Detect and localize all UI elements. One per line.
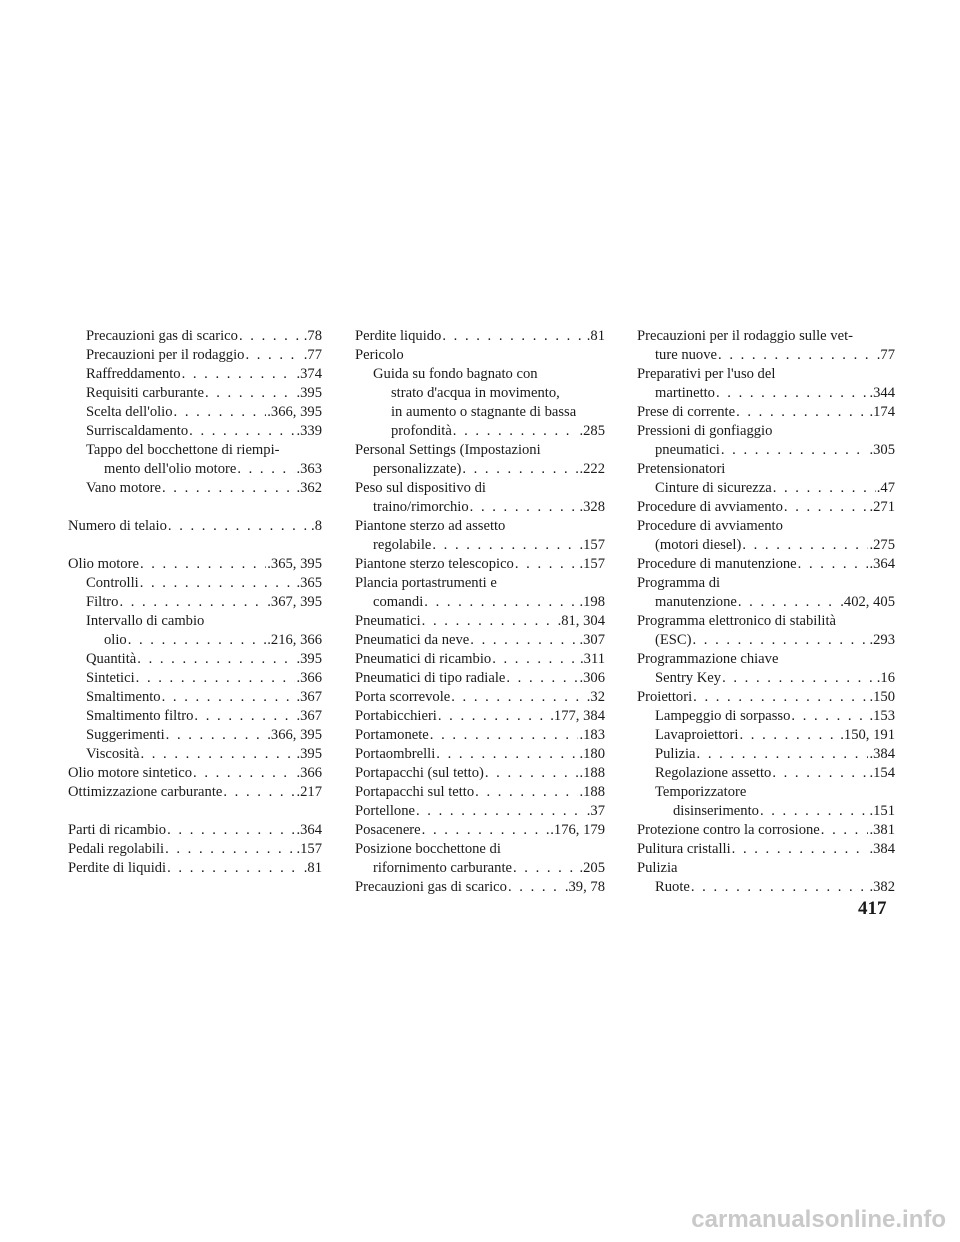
dot-leader <box>772 764 868 783</box>
entry-text: regolabile <box>373 537 432 553</box>
entry-text: olio <box>104 632 127 648</box>
index-entry <box>355 669 605 688</box>
entry-page-ref: .157 <box>579 537 605 553</box>
entry-text: (motori diesel) <box>655 537 742 553</box>
watermark-logo: carmanualsonline.info <box>691 1206 946 1233</box>
dot-leader <box>128 631 267 650</box>
entry-page-ref: .395 <box>296 385 322 401</box>
dot-leader <box>162 688 296 707</box>
dot-leader <box>430 726 579 745</box>
entry-text: Raffreddamento <box>86 366 181 382</box>
index-entry <box>68 403 322 422</box>
entry-text: Pedali regolabili <box>68 841 165 857</box>
dot-leader <box>167 859 303 878</box>
entry-page-ref: .157 <box>579 556 605 572</box>
entry-page-ref: .306 <box>579 670 605 686</box>
entry-text: Portabicchieri <box>355 708 437 724</box>
index-entry <box>355 840 605 878</box>
index-entry <box>355 441 605 479</box>
entry-page-ref: .374 <box>296 366 322 382</box>
index-entry <box>68 840 322 859</box>
index-entry <box>355 783 605 802</box>
entry-text: Quantità <box>86 651 137 667</box>
dot-leader <box>140 574 296 593</box>
entry-page-ref: .305 <box>869 442 895 458</box>
entry-text: Olio motore sintetico <box>68 765 193 781</box>
entry-page-ref: .77 <box>303 347 322 363</box>
entry-page-ref: .151 <box>869 803 895 819</box>
entry-page-ref: .293 <box>869 632 895 648</box>
index-column-2 <box>355 327 605 897</box>
dot-leader <box>205 384 296 403</box>
index-entry <box>68 517 322 536</box>
entry-text: Portapacchi (sul tetto) <box>355 765 484 781</box>
dot-leader <box>168 517 310 536</box>
index-entry <box>355 327 605 346</box>
dot-leader <box>736 403 868 422</box>
index-entry <box>68 764 322 783</box>
entry-text: mento dell'olio motore <box>104 461 237 477</box>
dot-leader <box>513 859 578 878</box>
entry-text: Precauzioni per il rodaggio <box>86 347 245 363</box>
entry-text: Preparativi per l'uso del <box>637 366 776 382</box>
dot-leader <box>140 745 295 764</box>
dot-leader <box>697 745 869 764</box>
dot-leader <box>119 593 266 612</box>
entry-text: Pressioni di gonfiaggio <box>637 423 773 439</box>
index-entry <box>637 688 895 707</box>
index-entry <box>637 783 895 821</box>
index-entry <box>68 327 322 346</box>
dot-leader <box>166 726 267 745</box>
dot-leader <box>193 764 295 783</box>
entry-text: Sintetici <box>86 670 135 686</box>
dot-leader <box>791 707 868 726</box>
index-entry <box>68 783 322 802</box>
index-entry <box>355 612 605 631</box>
entry-page-ref: .366, 395 <box>267 727 322 743</box>
entry-text: personalizzate) <box>373 461 462 477</box>
entry-text: profondità <box>391 423 452 439</box>
entry-text: Personal Settings (Impostazioni <box>355 442 541 458</box>
entry-page-ref: .217 <box>296 784 322 800</box>
index-column-3 <box>637 327 895 897</box>
dot-leader <box>692 631 868 650</box>
dot-leader <box>424 593 578 612</box>
index-entry <box>637 422 895 460</box>
entry-page-ref: .78 <box>303 328 322 344</box>
index-entry <box>68 707 322 726</box>
dot-leader <box>470 631 578 650</box>
entry-text: disinserimento <box>673 803 759 819</box>
entry-text: Precauzioni gas di scarico <box>86 328 238 344</box>
entry-page-ref: .364 <box>869 556 895 572</box>
entry-text: Procedure di manutenzione <box>637 556 797 572</box>
entry-page-ref: .153 <box>869 708 895 724</box>
index-entry <box>637 707 895 726</box>
entry-text: Pulizia <box>637 860 678 876</box>
index-entry <box>355 555 605 574</box>
index-entry <box>68 688 322 707</box>
index-entry <box>637 764 895 783</box>
dot-leader <box>194 707 295 726</box>
dot-leader <box>691 878 869 897</box>
entry-page-ref: .47 <box>876 480 895 496</box>
dot-leader <box>245 346 302 365</box>
dot-leader <box>506 669 578 688</box>
entry-text: ture nuove <box>655 347 718 363</box>
dot-leader <box>442 327 585 346</box>
entry-page-ref: .81, 304 <box>557 613 605 629</box>
dot-leader <box>174 403 267 422</box>
index-entry <box>68 650 322 669</box>
index-entry <box>355 707 605 726</box>
entry-text: Pulizia <box>655 746 696 762</box>
entry-text: manutenzione <box>655 594 737 610</box>
dot-leader <box>515 555 579 574</box>
entry-text: Sentry Key <box>655 670 722 686</box>
index-entry <box>68 574 322 593</box>
entry-page-ref: .366 <box>296 765 322 781</box>
dot-leader <box>742 536 868 555</box>
index-entry <box>68 593 322 612</box>
entry-text: traino/rimorchio <box>373 499 469 515</box>
dot-leader <box>470 498 579 517</box>
entry-text: Lavaproiettori <box>655 727 739 743</box>
entry-page-ref: .366, 395 <box>267 404 322 420</box>
entry-text: Cinture di sicurezza <box>655 480 772 496</box>
index-entry <box>68 441 322 479</box>
index-entry <box>637 460 895 479</box>
entry-text: Pretensionatori <box>637 461 726 477</box>
entry-text: Peso sul dispositivo di <box>355 480 486 496</box>
dot-leader <box>422 821 550 840</box>
index-gap <box>68 536 322 555</box>
entry-page-ref: .364 <box>296 822 322 838</box>
dot-leader <box>721 441 869 460</box>
dot-leader <box>739 726 839 745</box>
entry-page-ref: .176, 179 <box>550 822 605 838</box>
entry-text: Prese di corrente <box>637 404 736 420</box>
entry-page-ref: .8 <box>311 518 322 534</box>
entry-text: Filtro <box>86 594 119 610</box>
index-entry <box>637 612 895 650</box>
entry-text: Smaltimento filtro <box>86 708 194 724</box>
entry-text: Suggerimenti <box>86 727 165 743</box>
entry-page-ref: .365, 395 <box>267 556 322 572</box>
dot-leader <box>167 821 295 840</box>
index-entry <box>355 878 605 897</box>
dot-leader <box>462 460 578 479</box>
index-entry <box>68 422 322 441</box>
dot-leader <box>165 840 295 859</box>
entry-text: Porta scorrevole <box>355 689 451 705</box>
entry-text: rifornimento carburante <box>373 860 512 876</box>
dot-leader <box>718 346 876 365</box>
entry-text: Protezione contro la corrosione <box>637 822 820 838</box>
entry-text: Scelta dell'olio <box>86 404 173 420</box>
dot-leader <box>432 536 578 555</box>
index-entry <box>637 327 895 365</box>
entry-page-ref: .307 <box>579 632 605 648</box>
entry-text: Pneumatici da neve <box>355 632 470 648</box>
dot-leader <box>237 460 295 479</box>
dot-leader <box>784 498 869 517</box>
entry-page-ref: .188 <box>579 765 605 781</box>
dot-leader <box>821 821 869 840</box>
entry-page-ref: .150 <box>869 689 895 705</box>
entry-text: Requisiti carburante <box>86 385 204 401</box>
dot-leader <box>140 555 266 574</box>
entry-page-ref: .275 <box>869 537 895 553</box>
entry-text: Programma di <box>637 575 721 591</box>
dot-leader <box>223 783 295 802</box>
entry-page-ref: .150, 191 <box>840 727 895 743</box>
entry-text: Posizione bocchettone di <box>355 841 501 857</box>
index-entry <box>637 878 895 897</box>
index-entry <box>637 479 895 498</box>
index-column-1 <box>68 327 322 878</box>
entry-text: Ruote <box>655 879 690 895</box>
index-entry <box>68 365 322 384</box>
entry-page-ref: .81 <box>303 860 322 876</box>
index-entry <box>355 479 605 517</box>
entry-text: Numero di telaio <box>68 518 167 534</box>
dot-leader <box>738 593 839 612</box>
entry-text: Perdite liquido <box>355 328 442 344</box>
entry-text: Smaltimento <box>86 689 161 705</box>
entry-text: Procedure di avviamento <box>637 518 783 534</box>
index-entry <box>637 745 895 764</box>
dot-leader <box>693 688 868 707</box>
entry-page-ref: .37 <box>586 803 605 819</box>
index-entry <box>637 365 895 403</box>
dot-leader <box>422 612 557 631</box>
index-entry <box>355 365 605 441</box>
index-entry <box>355 631 605 650</box>
entry-page-ref: .366 <box>296 670 322 686</box>
dot-leader <box>773 479 876 498</box>
entry-page-ref: .16 <box>876 670 895 686</box>
dot-leader <box>475 783 578 802</box>
index-entry <box>637 498 895 517</box>
index-entry <box>355 574 605 612</box>
dot-leader <box>438 707 549 726</box>
entry-page-ref: .32 <box>586 689 605 705</box>
dot-leader <box>162 479 295 498</box>
entry-text: Pneumatici <box>355 613 421 629</box>
entry-text: (ESC) <box>655 632 692 648</box>
entry-page-ref: .363 <box>296 461 322 477</box>
entry-page-ref: .180 <box>579 746 605 762</box>
index-entry <box>637 821 895 840</box>
entry-page-ref: .362 <box>296 480 322 496</box>
entry-text: Controlli <box>86 575 139 591</box>
dot-leader <box>716 384 868 403</box>
entry-page-ref: .365 <box>296 575 322 591</box>
dot-leader <box>485 764 579 783</box>
index-entry <box>637 859 895 878</box>
entry-page-ref: .77 <box>876 347 895 363</box>
entry-page-ref: .395 <box>296 746 322 762</box>
index-entry <box>355 745 605 764</box>
entry-page-ref: .339 <box>296 423 322 439</box>
index-entry <box>637 403 895 422</box>
entry-text: Regolazione assetto <box>655 765 772 781</box>
entry-text: Vano motore <box>86 480 161 496</box>
entry-page-ref: .381 <box>869 822 895 838</box>
index-entry <box>68 821 322 840</box>
entry-text: Guida su fondo bagnato con <box>373 366 538 382</box>
index-entry <box>637 517 895 555</box>
dot-leader <box>453 422 579 441</box>
index-entry <box>355 346 605 365</box>
entry-text: Programmazione chiave <box>637 651 779 667</box>
entry-text: Olio motore <box>68 556 139 572</box>
entry-text: pneumatici <box>655 442 720 458</box>
entry-page-ref: .384 <box>869 841 895 857</box>
index-gap <box>68 802 322 821</box>
entry-page-ref: .367 <box>296 708 322 724</box>
entry-page-ref: .183 <box>579 727 605 743</box>
index-entry <box>637 650 895 688</box>
entry-page-ref: .271 <box>869 499 895 515</box>
entry-text: Pneumatici di ricambio <box>355 651 492 667</box>
dot-leader <box>189 422 295 441</box>
entry-page-ref: .81 <box>586 328 605 344</box>
entry-page-ref: .367 <box>296 689 322 705</box>
entry-page-ref: .188 <box>579 784 605 800</box>
dot-leader <box>239 327 303 346</box>
dot-leader <box>798 555 869 574</box>
entry-text: Perdite di liquidi <box>68 860 167 876</box>
index-entry <box>637 555 895 574</box>
dot-leader <box>136 669 296 688</box>
entry-text: Viscosità <box>86 746 140 762</box>
entry-text: Parti di ricambio <box>68 822 167 838</box>
entry-text: Temporizzatore <box>655 784 747 800</box>
entry-text: Piantone sterzo ad assetto <box>355 518 506 534</box>
dot-leader <box>436 745 578 764</box>
entry-text: Pericolo <box>355 347 404 363</box>
index-entry <box>68 726 322 745</box>
entry-page-ref: .222 <box>579 461 605 477</box>
entry-page-ref: .328 <box>579 499 605 515</box>
index-entry <box>68 384 322 403</box>
entry-page-ref: .344 <box>869 385 895 401</box>
page-number: 417 <box>858 898 887 919</box>
index-entry <box>68 669 322 688</box>
entry-page-ref: .285 <box>579 423 605 439</box>
entry-text: Tappo del bocchettone di riempi- <box>86 442 280 458</box>
entry-text: Portamonete <box>355 727 429 743</box>
entry-text: Portaombrelli <box>355 746 436 762</box>
entry-page-ref: .395 <box>296 651 322 667</box>
dot-leader <box>732 840 869 859</box>
index-entry <box>68 859 322 878</box>
entry-page-ref: .177, 384 <box>550 708 605 724</box>
entry-page-ref: .216, 366 <box>267 632 322 648</box>
dot-leader <box>451 688 586 707</box>
entry-text: strato d'acqua in movimento, <box>391 385 560 401</box>
entry-page-ref: .382 <box>869 879 895 895</box>
entry-text: Posacenere <box>355 822 421 838</box>
entry-text: Lampeggio di sorpasso <box>655 708 791 724</box>
entry-text: Pulitura cristalli <box>637 841 731 857</box>
index-entry <box>355 802 605 821</box>
dot-leader <box>508 878 564 897</box>
dot-leader <box>492 650 579 669</box>
entry-text: martinetto <box>655 385 715 401</box>
dot-leader <box>416 802 586 821</box>
entry-page-ref: .154 <box>869 765 895 781</box>
entry-page-ref: .384 <box>869 746 895 762</box>
entry-page-ref: .39, 78 <box>564 879 605 895</box>
index-entry <box>68 479 322 498</box>
entry-text: Plancia portastrumenti e <box>355 575 497 591</box>
entry-text: in aumento o stagnante di bassa <box>391 404 577 420</box>
entry-text: Pneumatici di tipo radiale <box>355 670 506 686</box>
dot-leader <box>722 669 876 688</box>
dot-leader <box>760 802 869 821</box>
index-entry <box>637 726 895 745</box>
entry-text: Piantone sterzo telescopico <box>355 556 514 572</box>
index-entry <box>355 517 605 555</box>
entry-text: comandi <box>373 594 424 610</box>
entry-page-ref: .174 <box>869 404 895 420</box>
index-entry <box>637 574 895 612</box>
dot-leader <box>137 650 295 669</box>
entry-text: Ottimizzazione carburante <box>68 784 223 800</box>
entry-text: Intervallo di cambio <box>86 613 205 629</box>
index-entry <box>355 688 605 707</box>
index-entry <box>68 612 322 650</box>
entry-text: Portellone <box>355 803 415 819</box>
entry-text: Programma elettronico di stabilità <box>637 613 836 629</box>
index-entry <box>355 726 605 745</box>
entry-page-ref: .367, 395 <box>267 594 322 610</box>
entry-text: Procedure di avviamento <box>637 499 783 515</box>
index-gap <box>68 498 322 517</box>
entry-page-ref: .205 <box>579 860 605 876</box>
dot-leader <box>182 365 296 384</box>
entry-text: Precauzioni per il rodaggio sulle vet- <box>637 328 853 344</box>
entry-text: Surriscaldamento <box>86 423 189 439</box>
index-entry <box>355 650 605 669</box>
index-entry <box>68 346 322 365</box>
index-entry <box>68 745 322 764</box>
index-entry <box>637 840 895 859</box>
entry-page-ref: .198 <box>579 594 605 610</box>
entry-page-ref: .402, 405 <box>840 594 895 610</box>
entry-page-ref: .311 <box>580 651 605 667</box>
entry-text: Portapacchi sul tetto <box>355 784 475 800</box>
index-entry <box>68 555 322 574</box>
index-entry <box>355 764 605 783</box>
entry-text: Proiettori <box>637 689 693 705</box>
entry-text: Precauzioni gas di scarico <box>355 879 507 895</box>
index-entry <box>355 821 605 840</box>
entry-page-ref: .157 <box>296 841 322 857</box>
